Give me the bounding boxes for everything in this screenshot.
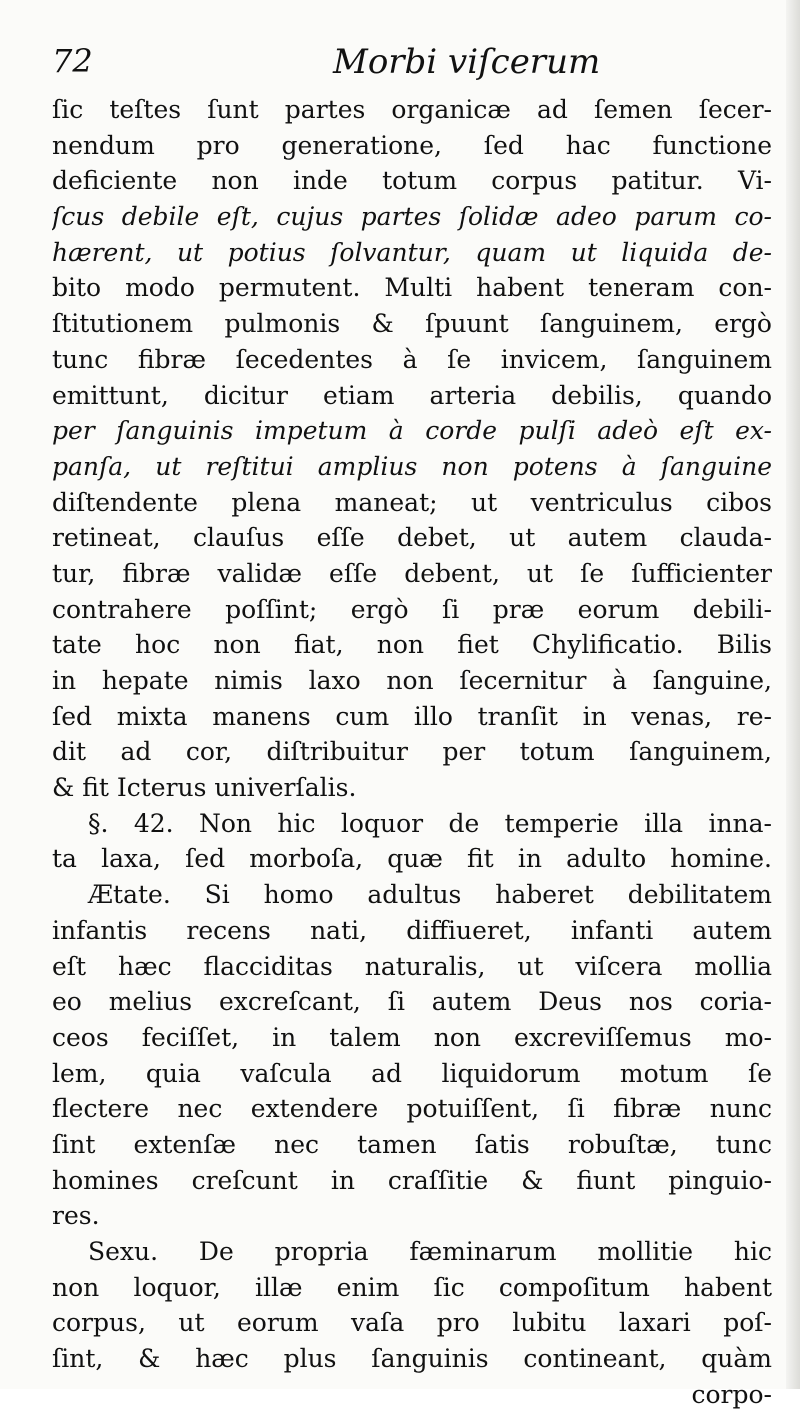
text-line: retineat, clauſus eſſe debet, ut autem clauda- [52,523,772,553]
text-line: & fit Icterus univerſalis. [52,773,357,803]
running-head: Morbi viſcerum [333,42,601,82]
text-line: lem, quia vaſcula ad liquidorum motum ſe [52,1058,772,1088]
text-line: infantis recens nati, diffiueret, infanti autem [52,915,772,945]
text-line: diſtendente plena maneat; ut ventriculus cibos [52,487,772,517]
text-line: ſint, & hæc plus ſanguinis contineant, quàm [52,1344,772,1374]
page-header [48,42,768,92]
text-line: nendum pro generatione, ſed hac functione [52,130,772,160]
text-line: contrahere poſſint; ergò ſi præ eorum debili- [52,594,772,624]
text-line: eo melius excreſcant, ſi autem Deus nos coria- [52,987,772,1017]
text-line: tur, fibræ validæ eſſe debent, ut ſe ſufficienter [52,558,772,588]
text-line: non loquor, illæ enim ſic compoſitum habent [52,1272,772,1302]
text-line: res. [52,1201,100,1231]
text-line: bito modo permutent. Multi habent teneram con- [52,273,772,303]
text-line: ta laxa, ſed morboſa, quæ fit in adulto homine. [52,844,772,874]
text-line: tate hoc non fiat, non fiet Chylificatio. Bilis [52,630,772,660]
catchword: corpo- [691,1379,772,1409]
text-line: ceos feciſſet, in talem non excreviſſemus mo- [52,1022,772,1052]
page-number: 72 [52,42,93,80]
text-line: corpus, ut eorum vaſa pro lubitu laxari poſ- [52,1308,772,1338]
text-line: panſa, ut reſtitui amplius non potens à ſanguine [52,451,772,481]
text-line: dit ad cor, diſtribuitur per totum ſanguinem, [52,737,772,767]
text-line: ſtitutionem pulmonis & ſpuunt ſanguinem, ergò [52,309,772,339]
text-line: per ſanguinis impetum à corde pulſi adeò eſt ex- [52,416,772,446]
text-line: emittunt, dicitur etiam arteria debilis, quando [52,380,772,410]
body-text [52,92,772,1412]
page-edge-shadow [786,0,800,1389]
text-line: Ætate. Si homo adultus haberet debilitatem [88,880,772,910]
text-line: deficiente non inde totum corpus patitur. Vi- [52,166,772,196]
text-line: ſed mixta manens cum illo tranſit in venas, re- [52,701,772,731]
text-line: ſic teſtes ſunt partes organicæ ad ſemen ſecer- [52,95,772,124]
text-line: Sexu. De propria fæminarum mollitie hic [88,1237,772,1266]
text-line: ſcus debile eſt, cujus partes ſolidæ adeo parum co- [52,202,772,232]
text-line: eſt hæc flacciditas naturalis, ut viſcera mollia [52,951,772,981]
text-line: flectere nec extendere potuiſſent, ſi fibræ nunc [52,1094,772,1124]
text-line: in hepate nimis laxo non ſecernitur à ſanguine, [52,666,772,695]
text-line: ſint extenſæ nec tamen ſatis robuſtæ, tunc [52,1129,772,1159]
text-line: homines creſcunt in craſſitie & fiunt pinguio- [52,1165,772,1195]
text-line: tunc fibræ ſecedentes à ſe invicem, ſanguinem [52,344,772,374]
section-heading-line: §. 42. Non hic loquor de temperie illa inna- [88,808,772,838]
text-line: hærent, ut potius ſolvantur, quam ut liquida de- [52,237,772,267]
